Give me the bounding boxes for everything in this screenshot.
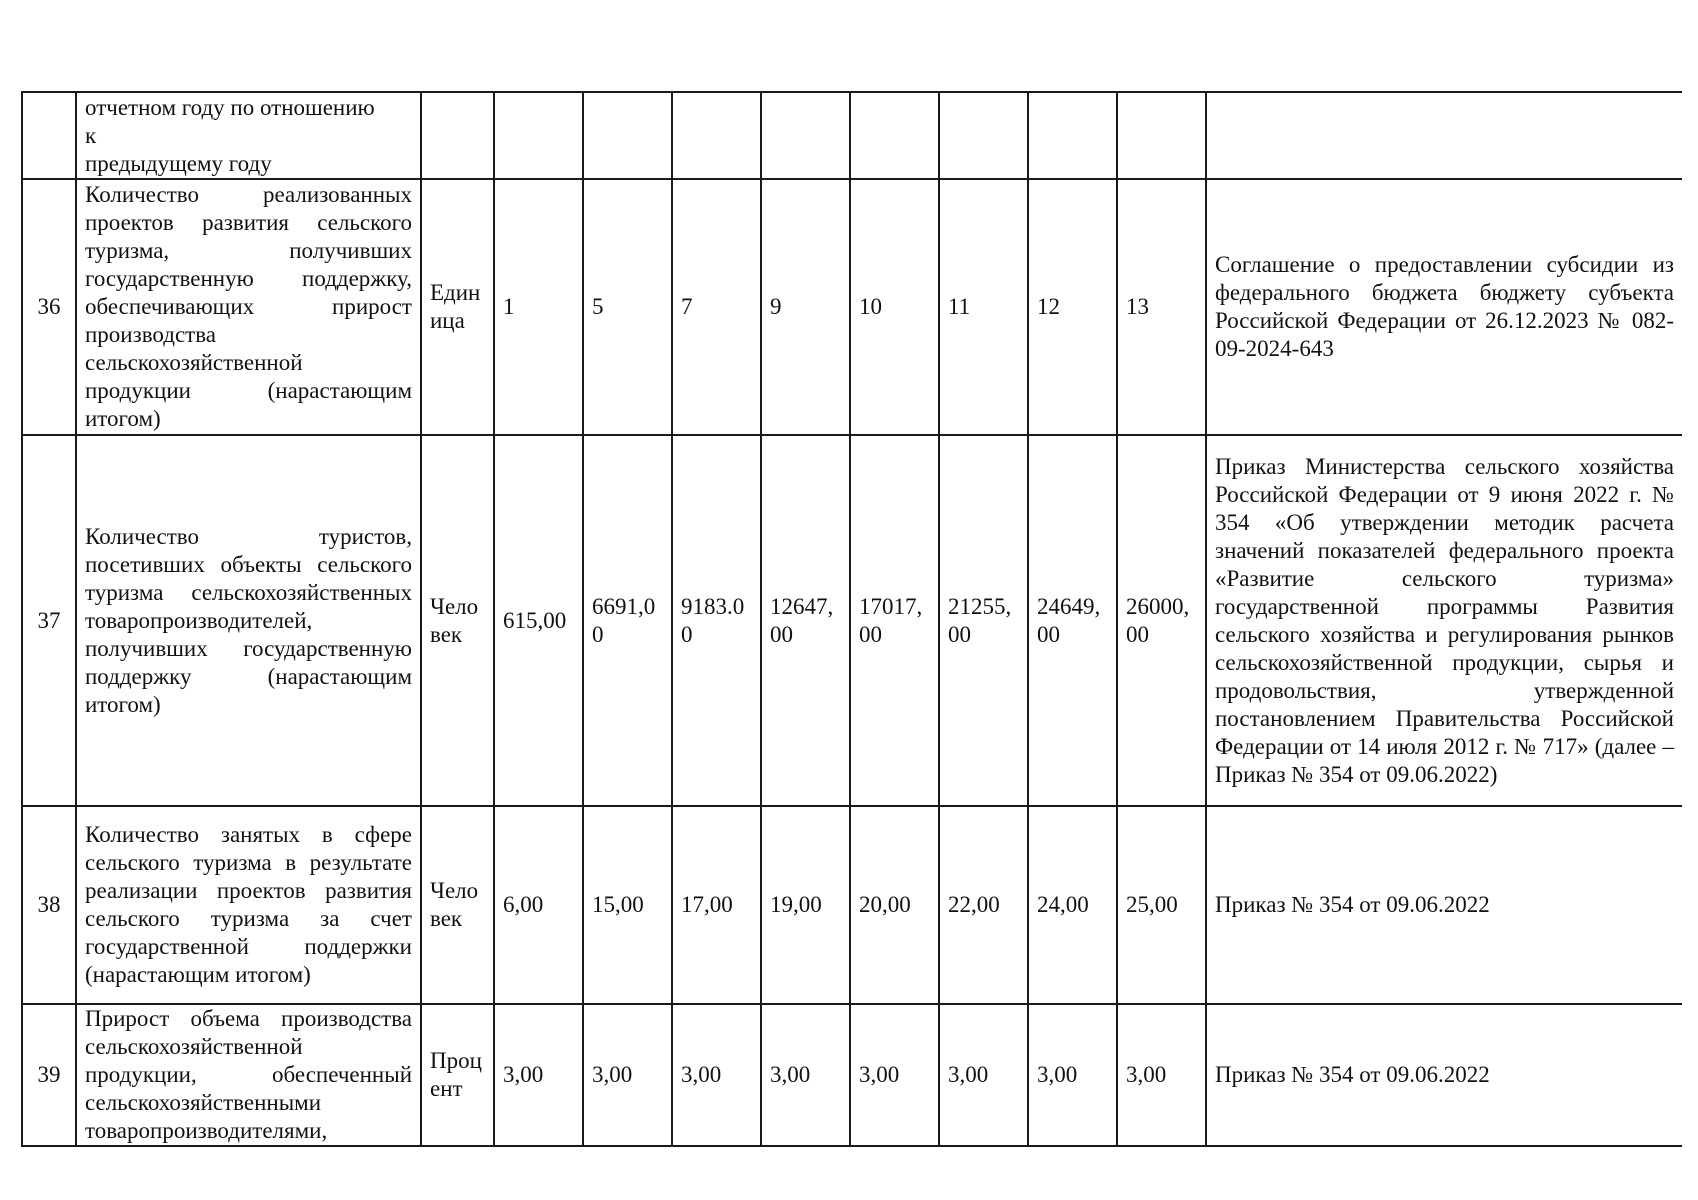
unit-cell: Процент (421, 1004, 494, 1146)
value-cell: 21255,00 (939, 435, 1028, 806)
indicator-name-cell (76, 92, 421, 179)
indicator-name-cell: Количество реализованных проектов развития сельского туризма, получивших государственную поддержку, обеспечивающих прирост производства сельскохозяйственной продукции (нарастающим итогом) (76, 179, 421, 435)
source-cell: Приказ Министерства сельского хозяйства Российской Федерации от 9 июня 2022 г. № 354 «Об утверждении методик расчета значений показателей федерального проекта «Развитие сельского туризма» государственной программы Развития сельского хозяйства и регулирования рынков сельскохозяйственной продукции, сырья и продовольствия, утвержденной постановлением Правительства Российской Федерации от 14 июля 2012 г. № 717» (далее – Приказ № 354 от 09.06.2022) (1206, 435, 1682, 806)
row-number-cell: 37 (22, 435, 76, 806)
source-cell (1206, 92, 1682, 179)
unit-cell: Единица (421, 179, 494, 435)
value-cell: 17,00 (672, 806, 761, 1004)
value-cell: 7 (672, 179, 761, 435)
indicators-table (21, 91, 1682, 1147)
table-row (22, 806, 1682, 1004)
unit-cell: Человек (421, 435, 494, 806)
value-cell: 24,00 (1028, 806, 1117, 1004)
value-cell: 6691,00 (583, 435, 672, 806)
value-cell: 10 (850, 179, 939, 435)
value-cell (494, 92, 583, 179)
unit-cell (421, 92, 494, 179)
value-cell: 11 (939, 179, 1028, 435)
value-cell: 9183.00 (672, 435, 761, 806)
value-cell: 6,00 (494, 806, 583, 1004)
row-number-cell: 39 (22, 1004, 76, 1146)
continuation-line: предыдущему году (85, 150, 272, 176)
value-cell (850, 92, 939, 179)
indicator-name-cell: Прирост объема производства сельскохозяйственной продукции, обеспеченный сельскохозяйственными товаропроизводителями, (76, 1004, 421, 1146)
continuation-line: отчетном году по отношению (85, 94, 375, 120)
value-cell (1117, 92, 1206, 179)
value-cell: 9 (761, 179, 850, 435)
value-cell (761, 92, 850, 179)
value-cell: 20,00 (850, 806, 939, 1004)
value-cell (583, 92, 672, 179)
value-cell: 15,00 (583, 806, 672, 1004)
row-number-cell: 38 (22, 806, 76, 1004)
source-cell: Приказ № 354 от 09.06.2022 (1206, 1004, 1682, 1146)
value-cell: 22,00 (939, 806, 1028, 1004)
indicator-name-cell: Количество занятых в сфере сельского туризма в результате реализации проектов развития сельского туризма за счет государственной поддержки (нарастающим итогом) (76, 806, 421, 1004)
value-cell (672, 92, 761, 179)
value-cell: 12 (1028, 179, 1117, 435)
value-cell: 17017,00 (850, 435, 939, 806)
row-number-cell (22, 92, 76, 179)
continuation-line: к (85, 122, 97, 148)
table-row (22, 179, 1682, 435)
table-row (22, 1004, 1682, 1146)
value-cell: 3,00 (583, 1004, 672, 1146)
value-cell: 3,00 (672, 1004, 761, 1146)
value-cell: 3,00 (1117, 1004, 1206, 1146)
source-cell: Соглашение о предоставлении субсидии из федерального бюджета бюджету субъекта Российской Федерации от 26.12.2023 № 082-09-2024-643 (1206, 179, 1682, 435)
value-cell: 26000,00 (1117, 435, 1206, 806)
value-cell: 3,00 (494, 1004, 583, 1146)
value-cell (1028, 92, 1117, 179)
value-cell: 3,00 (761, 1004, 850, 1146)
value-cell: 12647,00 (761, 435, 850, 806)
value-cell: 13 (1117, 179, 1206, 435)
table-row (22, 92, 1682, 179)
table-row (22, 435, 1682, 806)
value-cell: 1 (494, 179, 583, 435)
value-cell: 24649,00 (1028, 435, 1117, 806)
value-cell: 5 (583, 179, 672, 435)
source-cell: Приказ № 354 от 09.06.2022 (1206, 806, 1682, 1004)
value-cell: 615,00 (494, 435, 583, 806)
value-cell: 3,00 (850, 1004, 939, 1146)
value-cell (939, 92, 1028, 179)
value-cell: 25,00 (1117, 806, 1206, 1004)
row-number-cell: 36 (22, 179, 76, 435)
value-cell: 19,00 (761, 806, 850, 1004)
value-cell: 3,00 (1028, 1004, 1117, 1146)
value-cell: 3,00 (939, 1004, 1028, 1146)
unit-cell: Человек (421, 806, 494, 1004)
indicator-name-cell: Количество туристов, посетивших объекты сельского туризма сельскохозяйственных товаропроизводителей, получивших государственную поддержку (нарастающим итогом) (76, 435, 421, 806)
